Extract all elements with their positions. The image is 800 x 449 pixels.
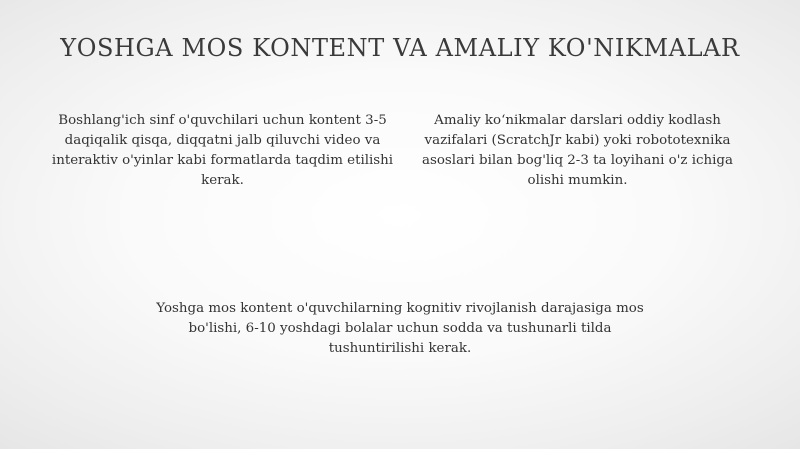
content-format-paragraph: Boshlang'ich sinf o'quvchilari uchun kontent 3-5 daqiqalik qisqa, diqqatni jalb qiluvchi video va interaktiv o'yinlar kabi formatlarda taqdim etilishi kerak.: [51, 113, 394, 188]
slide-title: YOSHGA MOS KONTENT VA AMALIY KO'NIKMALAR: [60, 34, 740, 62]
practical-skills-paragraph: Amaliy ko‘nikmalar darslari oddiy kodlash vazifalari (ScratchJr kabi) yoki robototexnika asoslari bilan bog'liq 2-3 ta loyihani o'z ichiga olishi mumkin.: [422, 113, 733, 188]
age-appropriate-paragraph: Yoshga mos kontent o'quvchilarning kognitiv rivojlanish darajasiga mos bo'lishi, 6-10 yoshdagi bolalar uchun sodda va tushunarli tilda tushuntirilishi kerak.: [156, 301, 644, 356]
